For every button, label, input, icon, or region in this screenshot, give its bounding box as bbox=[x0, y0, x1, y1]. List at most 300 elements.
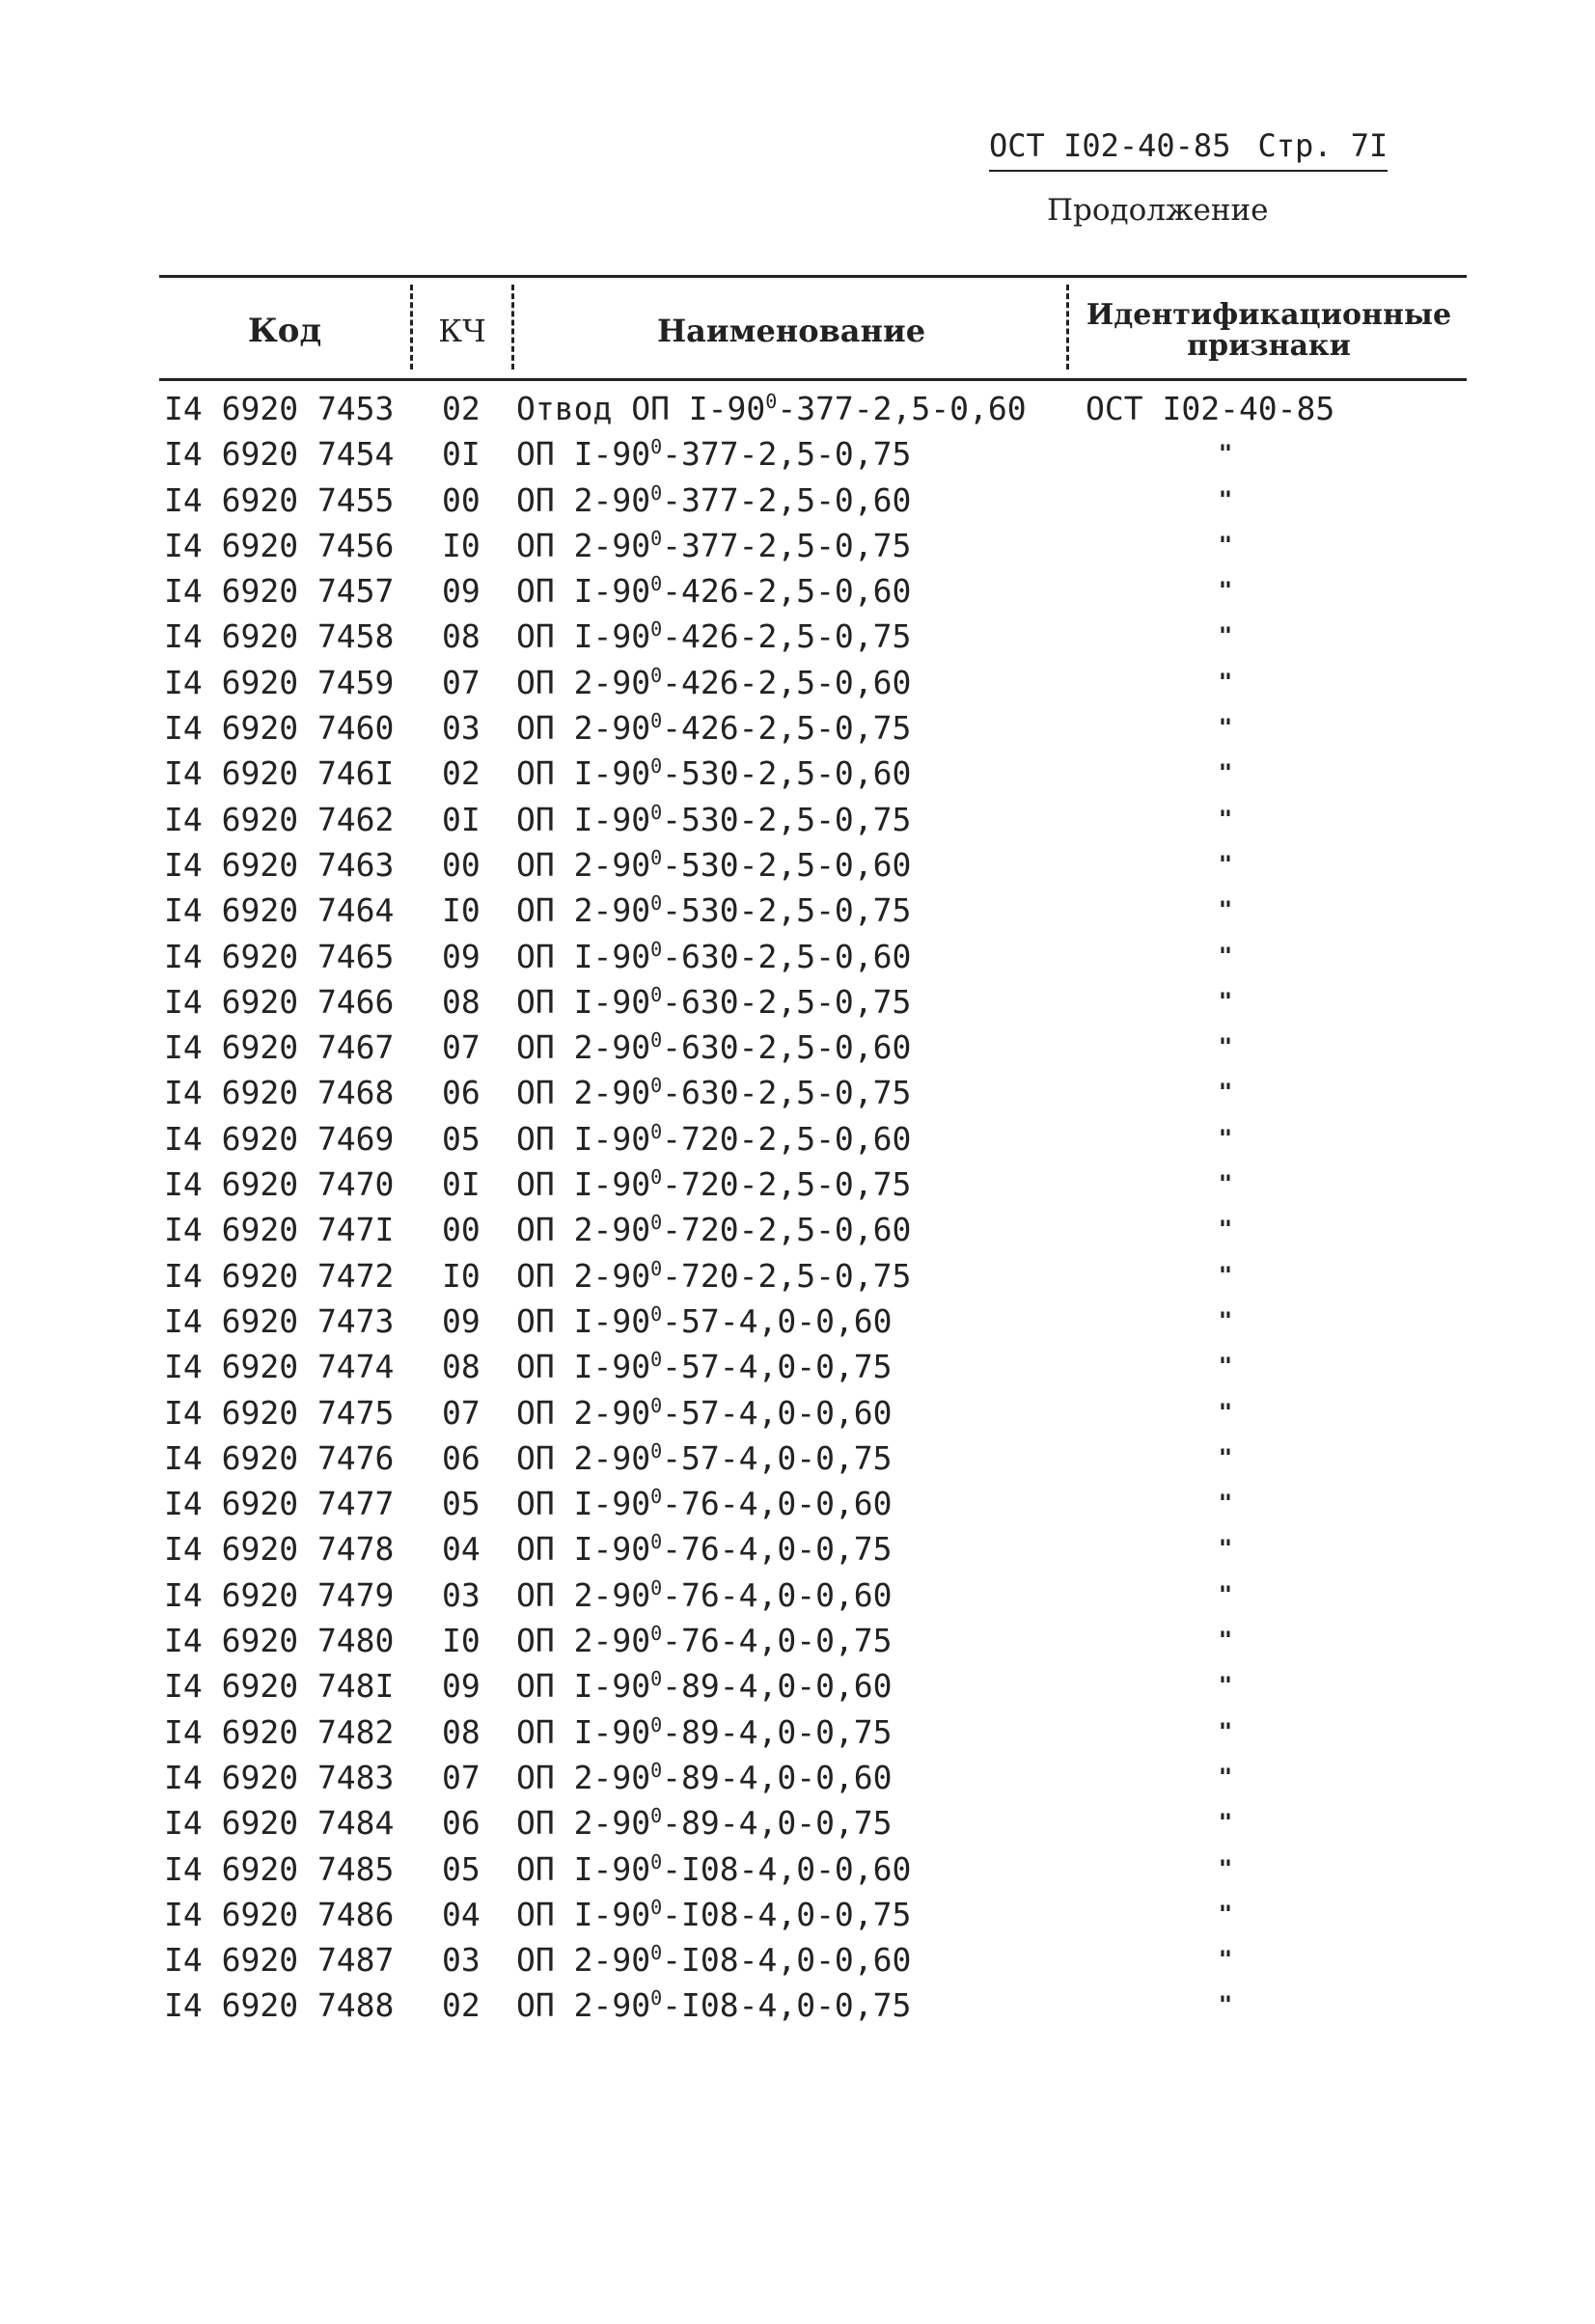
row-name-suffix: -377-2,5-0,60 bbox=[662, 480, 912, 519]
row-name bbox=[516, 1116, 911, 1162]
row-kc: 08 bbox=[442, 1712, 481, 1751]
row-name-suffix: -57-4,0-0,60 bbox=[662, 1301, 893, 1340]
row-name bbox=[516, 1755, 893, 1800]
table-row bbox=[164, 1435, 1457, 1481]
row-name bbox=[516, 1253, 911, 1299]
row-kc: 08 bbox=[442, 1348, 481, 1386]
row-kc: 05 bbox=[442, 1849, 481, 1888]
row-name-suffix: -I08-4,0-0,75 bbox=[662, 1895, 912, 1933]
row-code: I4 6920 7468 bbox=[164, 1074, 395, 1112]
table-row bbox=[164, 979, 1457, 1025]
row-ident: " bbox=[1218, 1261, 1233, 1289]
row-ident: " bbox=[1218, 440, 1233, 468]
table-row bbox=[164, 705, 1457, 751]
column-header-name bbox=[516, 289, 1066, 371]
row-name bbox=[516, 1344, 893, 1389]
row-name-degree: 0 bbox=[650, 617, 663, 642]
row-kc: 07 bbox=[442, 1393, 481, 1432]
row-code: I4 6920 746I bbox=[164, 754, 395, 793]
row-code: I4 6920 7474 bbox=[164, 1348, 395, 1386]
row-ident: " bbox=[1218, 805, 1233, 833]
row-code: I4 6920 7484 bbox=[164, 1804, 395, 1843]
row-name-suffix: -530-2,5-0,75 bbox=[662, 891, 912, 930]
row-name-suffix: -630-2,5-0,75 bbox=[662, 982, 912, 1021]
row-name-degree: 0 bbox=[650, 1804, 663, 1828]
table-row bbox=[164, 1207, 1457, 1252]
row-name-suffix: -426-2,5-0,60 bbox=[662, 572, 912, 611]
column-header-code-label: Код bbox=[247, 311, 322, 350]
row-kc: 05 bbox=[442, 1485, 481, 1523]
row-ident: " bbox=[1218, 1170, 1233, 1198]
row-name-suffix: -630-2,5-0,60 bbox=[662, 937, 912, 975]
row-ident: " bbox=[1218, 1535, 1233, 1563]
row-ident: " bbox=[1218, 1627, 1233, 1654]
row-kc: 07 bbox=[442, 1028, 481, 1067]
row-ident: " bbox=[1218, 942, 1233, 970]
row-code: I4 6920 7487 bbox=[164, 1941, 395, 1980]
column-header-kc-label: КЧ bbox=[438, 312, 486, 349]
row-name-prefix: ОП I-90 bbox=[516, 1712, 651, 1751]
row-name-degree: 0 bbox=[650, 435, 663, 459]
table-row bbox=[164, 523, 1457, 568]
row-ident: " bbox=[1218, 1033, 1233, 1061]
row-name-degree: 0 bbox=[650, 1301, 663, 1326]
row-kc: 02 bbox=[442, 390, 481, 427]
table-row bbox=[164, 842, 1457, 888]
row-name bbox=[516, 1481, 893, 1526]
row-name bbox=[516, 1435, 893, 1481]
row-ident: " bbox=[1218, 1946, 1233, 1974]
table-row bbox=[164, 1572, 1457, 1618]
row-name-degree: 0 bbox=[650, 1622, 663, 1646]
row-kc: 00 bbox=[442, 480, 481, 519]
row-name bbox=[516, 614, 911, 659]
row-code: I4 6920 7483 bbox=[164, 1758, 395, 1796]
table-row bbox=[164, 1755, 1457, 1800]
row-code: I4 6920 7457 bbox=[164, 572, 395, 611]
row-name-prefix: ОП 2-90 bbox=[516, 1256, 651, 1295]
row-name-prefix: ОП 2-90 bbox=[516, 1986, 651, 2025]
row-ident: " bbox=[1218, 1672, 1233, 1700]
row-kc: I0 bbox=[442, 1622, 481, 1660]
row-name bbox=[516, 705, 911, 751]
row-name bbox=[516, 1390, 893, 1435]
row-name-prefix: ОП I-90 bbox=[516, 435, 651, 474]
table-row bbox=[164, 1025, 1457, 1070]
row-kc: 00 bbox=[442, 1211, 481, 1249]
row-code: I4 6920 7456 bbox=[164, 526, 395, 564]
row-code: I4 6920 7482 bbox=[164, 1712, 395, 1751]
row-name-suffix: -377-2,5-0,60 bbox=[777, 390, 1027, 427]
row-name bbox=[516, 523, 911, 568]
table-row bbox=[164, 797, 1457, 842]
row-kc: 08 bbox=[442, 617, 481, 656]
row-name-suffix: -89-4,0-0,60 bbox=[662, 1758, 893, 1796]
row-name-prefix: ОП I-90 bbox=[516, 1895, 651, 1933]
row-name-prefix: ОП I-90 bbox=[516, 1165, 651, 1204]
table-row bbox=[164, 1116, 1457, 1162]
row-name-suffix: -530-2,5-0,60 bbox=[662, 845, 912, 884]
row-name bbox=[516, 386, 1027, 431]
row-name-prefix: ОП 2-90 bbox=[516, 1028, 651, 1067]
row-name-prefix: ОП 2-90 bbox=[516, 1804, 651, 1843]
row-ident: " bbox=[1218, 1306, 1233, 1334]
row-name-prefix: ОП I-90 bbox=[516, 1119, 651, 1158]
row-kc: 08 bbox=[442, 982, 481, 1021]
row-ident: " bbox=[1218, 1580, 1233, 1608]
row-ident: " bbox=[1218, 485, 1233, 513]
row-name-degree: 0 bbox=[650, 1211, 663, 1235]
row-name bbox=[516, 1800, 893, 1846]
row-ident: ОСТ I02-40-85 bbox=[1086, 390, 1335, 427]
row-code: I4 6920 7465 bbox=[164, 937, 395, 975]
row-name-degree: 0 bbox=[650, 1895, 663, 1919]
row-name-prefix: ОП 2-90 bbox=[516, 1393, 651, 1432]
row-name-prefix: ОП I-90 bbox=[516, 1485, 651, 1523]
row-name-suffix: -76-4,0-0,60 bbox=[662, 1485, 893, 1523]
row-name bbox=[516, 1070, 911, 1115]
row-kc: 06 bbox=[442, 1438, 481, 1477]
row-code: I4 6920 7486 bbox=[164, 1895, 395, 1933]
row-name-suffix: -720-2,5-0,75 bbox=[662, 1165, 912, 1204]
row-code: I4 6920 7454 bbox=[164, 435, 395, 474]
row-code: I4 6920 7478 bbox=[164, 1530, 395, 1569]
row-name bbox=[516, 1025, 911, 1070]
row-name-prefix: ОП I-90 bbox=[516, 572, 651, 611]
row-kc: 06 bbox=[442, 1804, 481, 1843]
row-name-prefix: ОП 2-90 bbox=[516, 526, 651, 564]
column-divider bbox=[511, 285, 514, 369]
column-header-code bbox=[159, 289, 410, 371]
table-row bbox=[164, 1390, 1457, 1435]
row-name-prefix: Отвод ОП I-90 bbox=[516, 390, 766, 427]
row-name-suffix: -530-2,5-0,60 bbox=[662, 754, 912, 793]
row-name-suffix: -530-2,5-0,75 bbox=[662, 800, 912, 838]
row-name-suffix: -377-2,5-0,75 bbox=[662, 526, 912, 564]
row-name bbox=[516, 1618, 893, 1663]
row-name-suffix: -630-2,5-0,60 bbox=[662, 1028, 912, 1067]
row-ident: " bbox=[1218, 987, 1233, 1015]
row-name-suffix: -76-4,0-0,75 bbox=[662, 1622, 893, 1660]
table-row bbox=[164, 751, 1457, 796]
table-row bbox=[164, 1618, 1457, 1663]
row-kc: 09 bbox=[442, 1301, 481, 1340]
table-row bbox=[164, 1800, 1457, 1846]
row-name-degree: 0 bbox=[650, 1256, 663, 1280]
column-header-kc bbox=[415, 289, 509, 371]
row-name-prefix: ОП 2-90 bbox=[516, 1758, 651, 1796]
row-name bbox=[516, 660, 911, 705]
row-name-prefix: ОП 2-90 bbox=[516, 1438, 651, 1477]
row-ident: " bbox=[1218, 1398, 1233, 1426]
row-code: I4 6920 7480 bbox=[164, 1622, 395, 1660]
row-ident: " bbox=[1218, 1079, 1233, 1107]
row-ident: " bbox=[1218, 1717, 1233, 1745]
column-header-ident bbox=[1071, 289, 1467, 371]
row-name-suffix: -89-4,0-0,75 bbox=[662, 1712, 893, 1751]
row-ident: " bbox=[1218, 896, 1233, 924]
column-header-ident-line1: Идентификационные bbox=[1086, 297, 1452, 332]
row-code: I4 6920 7472 bbox=[164, 1256, 395, 1295]
row-code: I4 6920 7464 bbox=[164, 891, 395, 930]
row-name-suffix: -720-2,5-0,60 bbox=[662, 1119, 912, 1158]
table-header-rule bbox=[159, 378, 1467, 381]
table-row bbox=[164, 1982, 1457, 2028]
table-row bbox=[164, 1481, 1457, 1526]
table-top-rule bbox=[159, 275, 1467, 278]
row-ident: " bbox=[1218, 850, 1233, 878]
row-name-prefix: ОП I-90 bbox=[516, 982, 651, 1021]
row-ident: " bbox=[1218, 577, 1233, 605]
row-kc: 00 bbox=[442, 845, 481, 884]
row-name bbox=[516, 1663, 893, 1709]
row-name-degree: 0 bbox=[650, 1165, 663, 1189]
row-name-degree: 0 bbox=[650, 1667, 663, 1691]
row-name-degree: 0 bbox=[650, 891, 663, 916]
continuation-label: Продолжение bbox=[1047, 193, 1269, 228]
row-ident: " bbox=[1218, 531, 1233, 559]
row-name-degree: 0 bbox=[650, 1758, 663, 1782]
row-name-prefix: ОП 2-90 bbox=[516, 1211, 651, 1249]
row-name-suffix: -76-4,0-0,60 bbox=[662, 1575, 893, 1614]
row-ident: " bbox=[1218, 1991, 1233, 2019]
row-name bbox=[516, 1982, 911, 2028]
row-name-prefix: ОП 2-90 bbox=[516, 891, 651, 930]
table-row bbox=[164, 614, 1457, 659]
row-name-suffix: -426-2,5-0,60 bbox=[662, 663, 912, 701]
row-name-degree: 0 bbox=[650, 800, 663, 824]
row-name-suffix: -89-4,0-0,60 bbox=[662, 1667, 893, 1706]
row-name-prefix: ОП 2-90 bbox=[516, 480, 651, 519]
column-divider bbox=[410, 285, 413, 369]
row-name-degree: 0 bbox=[650, 663, 663, 687]
row-name-prefix: ОП 2-90 bbox=[516, 709, 651, 748]
row-name-prefix: ОП I-90 bbox=[516, 1667, 651, 1706]
row-code: I4 6920 7467 bbox=[164, 1028, 395, 1067]
row-name-prefix: ОП I-90 bbox=[516, 1530, 651, 1569]
row-code: I4 6920 7462 bbox=[164, 800, 395, 838]
row-kc: I0 bbox=[442, 526, 481, 564]
row-name bbox=[516, 1299, 893, 1344]
row-code: I4 6920 748I bbox=[164, 1667, 395, 1706]
row-name bbox=[516, 979, 911, 1025]
row-ident: " bbox=[1218, 1490, 1233, 1517]
row-kc: 03 bbox=[442, 1575, 481, 1614]
row-code: I4 6920 7479 bbox=[164, 1575, 395, 1614]
table-row bbox=[164, 1892, 1457, 1937]
row-code: I4 6920 7459 bbox=[164, 663, 395, 701]
row-ident: " bbox=[1218, 1900, 1233, 1928]
row-kc: 02 bbox=[442, 1986, 481, 2025]
row-name-degree: 0 bbox=[650, 709, 663, 733]
row-kc: 05 bbox=[442, 1119, 481, 1158]
row-kc: 09 bbox=[442, 937, 481, 975]
row-name bbox=[516, 1162, 911, 1207]
row-name-suffix: -I08-4,0-0,75 bbox=[662, 1986, 912, 2025]
row-name-degree: 0 bbox=[650, 1575, 663, 1599]
row-ident: " bbox=[1218, 1124, 1233, 1152]
row-name bbox=[516, 568, 911, 614]
table-row bbox=[164, 431, 1457, 477]
row-ident: " bbox=[1218, 668, 1233, 696]
row-name-degree: 0 bbox=[650, 1485, 663, 1509]
row-name-prefix: ОП 2-90 bbox=[516, 1575, 651, 1614]
row-name bbox=[516, 1526, 893, 1572]
table-row bbox=[164, 1663, 1457, 1709]
row-code: I4 6920 7458 bbox=[164, 617, 395, 656]
row-name-prefix: ОП I-90 bbox=[516, 1301, 651, 1340]
row-name-degree: 0 bbox=[650, 1393, 663, 1417]
row-name-degree: 0 bbox=[650, 982, 663, 1006]
row-name-prefix: ОП 2-90 bbox=[516, 1074, 651, 1112]
row-name-degree: 0 bbox=[650, 1348, 663, 1372]
row-name bbox=[516, 1892, 911, 1937]
row-name-degree: 0 bbox=[650, 480, 663, 505]
row-name-degree: 0 bbox=[650, 1028, 663, 1053]
row-name bbox=[516, 842, 911, 888]
row-code: I4 6920 747I bbox=[164, 1211, 395, 1249]
row-kc: I0 bbox=[442, 891, 481, 930]
row-name bbox=[516, 1572, 893, 1618]
row-code: I4 6920 7476 bbox=[164, 1438, 395, 1477]
row-code: I4 6920 7453 bbox=[164, 390, 395, 427]
row-name-suffix: -57-4,0-0,75 bbox=[662, 1348, 893, 1386]
row-name-prefix: ОП 2-90 bbox=[516, 1941, 651, 1980]
table-row bbox=[164, 888, 1457, 933]
row-name-degree: 0 bbox=[650, 1074, 663, 1098]
row-kc: 06 bbox=[442, 1074, 481, 1112]
row-name bbox=[516, 1846, 911, 1892]
table-row bbox=[164, 934, 1457, 979]
row-name-prefix: ОП 2-90 bbox=[516, 1622, 651, 1660]
row-ident: " bbox=[1218, 1216, 1233, 1244]
table-row bbox=[164, 1162, 1457, 1207]
row-name-prefix: ОП I-90 bbox=[516, 617, 651, 656]
row-name-suffix: -630-2,5-0,75 bbox=[662, 1074, 912, 1112]
row-name bbox=[516, 888, 911, 933]
row-name bbox=[516, 478, 911, 523]
row-name-degree: 0 bbox=[650, 1438, 663, 1463]
row-code: I4 6920 7488 bbox=[164, 1986, 395, 2025]
row-kc: I0 bbox=[442, 1256, 481, 1295]
row-name bbox=[516, 1709, 893, 1755]
row-code: I4 6920 7475 bbox=[164, 1393, 395, 1432]
row-name-suffix: -89-4,0-0,75 bbox=[662, 1804, 893, 1843]
row-code: I4 6920 7473 bbox=[164, 1301, 395, 1340]
row-name-suffix: -377-2,5-0,75 bbox=[662, 435, 912, 474]
row-kc: 0I bbox=[442, 1165, 481, 1204]
row-code: I4 6920 7460 bbox=[164, 709, 395, 748]
row-name-degree: 0 bbox=[650, 754, 663, 779]
row-ident: " bbox=[1218, 1353, 1233, 1381]
row-kc: 04 bbox=[442, 1530, 481, 1569]
row-name-suffix: -57-4,0-0,60 bbox=[662, 1393, 893, 1432]
row-ident: " bbox=[1218, 1443, 1233, 1471]
table-row bbox=[164, 1299, 1457, 1344]
table-row bbox=[164, 568, 1457, 614]
row-name-prefix: ОП 2-90 bbox=[516, 845, 651, 884]
table-row bbox=[164, 478, 1457, 523]
document-reference bbox=[989, 127, 1388, 172]
row-name-degree: 0 bbox=[650, 845, 663, 869]
row-code: I4 6920 7466 bbox=[164, 982, 395, 1021]
column-header-name-label: Наименование bbox=[656, 312, 926, 349]
row-kc: 0I bbox=[442, 800, 481, 838]
column-header-ident-line2: признаки bbox=[1187, 328, 1351, 363]
row-ident: " bbox=[1218, 759, 1233, 787]
row-name bbox=[516, 431, 911, 477]
table-row bbox=[164, 1937, 1457, 1982]
row-name-suffix: -I08-4,0-0,60 bbox=[662, 1941, 912, 1980]
table-row bbox=[164, 1253, 1457, 1299]
row-kc: 07 bbox=[442, 1758, 481, 1796]
table-body bbox=[164, 386, 1457, 2029]
row-kc: 04 bbox=[442, 1895, 481, 1933]
row-name bbox=[516, 1937, 911, 1982]
table-row bbox=[164, 1344, 1457, 1389]
row-name-degree: 0 bbox=[650, 1712, 663, 1736]
column-divider bbox=[1066, 285, 1069, 369]
row-name-degree: 0 bbox=[650, 1530, 663, 1554]
row-name-prefix: ОП I-90 bbox=[516, 754, 651, 793]
row-kc: 07 bbox=[442, 663, 481, 701]
table-row bbox=[164, 660, 1457, 705]
row-name-suffix: -720-2,5-0,60 bbox=[662, 1211, 912, 1249]
row-name-prefix: ОП I-90 bbox=[516, 1849, 651, 1888]
row-kc: 0I bbox=[442, 435, 481, 474]
row-name-degree: 0 bbox=[650, 1849, 663, 1873]
table-row bbox=[164, 1070, 1457, 1115]
row-kc: 02 bbox=[442, 754, 481, 793]
table-row bbox=[164, 1526, 1457, 1572]
row-code: I4 6920 7470 bbox=[164, 1165, 395, 1204]
row-name-degree: 0 bbox=[765, 390, 778, 413]
row-code: I4 6920 7463 bbox=[164, 845, 395, 884]
table-row bbox=[164, 1846, 1457, 1892]
row-name bbox=[516, 934, 911, 979]
row-name bbox=[516, 751, 911, 796]
row-name-degree: 0 bbox=[650, 572, 663, 596]
row-name-degree: 0 bbox=[650, 1119, 663, 1143]
row-name-degree: 0 bbox=[650, 1941, 663, 1965]
row-name-prefix: ОП 2-90 bbox=[516, 663, 651, 701]
row-kc: 09 bbox=[442, 572, 481, 611]
row-ident: " bbox=[1218, 622, 1233, 650]
row-code: I4 6920 7469 bbox=[164, 1119, 395, 1158]
row-name-prefix: ОП I-90 bbox=[516, 1348, 651, 1386]
row-ident: " bbox=[1218, 1763, 1233, 1791]
table-row bbox=[164, 1709, 1457, 1755]
row-name-degree: 0 bbox=[650, 1986, 663, 2010]
row-ident: " bbox=[1218, 714, 1233, 742]
row-kc: 09 bbox=[442, 1667, 481, 1706]
row-name-prefix: ОП I-90 bbox=[516, 800, 651, 838]
row-kc: 03 bbox=[442, 709, 481, 748]
row-name-suffix: -76-4,0-0,75 bbox=[662, 1530, 893, 1569]
row-ident: " bbox=[1218, 1809, 1233, 1837]
row-code: I4 6920 7477 bbox=[164, 1485, 395, 1523]
row-code: I4 6920 7455 bbox=[164, 480, 395, 519]
page-number: Стр. 7I bbox=[1257, 127, 1389, 164]
standard-number: ОСТ I02-40-85 bbox=[989, 127, 1231, 164]
row-ident: " bbox=[1218, 1854, 1233, 1882]
row-name-suffix: -57-4,0-0,75 bbox=[662, 1438, 893, 1477]
row-kc: 03 bbox=[442, 1941, 481, 1980]
row-code: I4 6920 7485 bbox=[164, 1849, 395, 1888]
row-name-degree: 0 bbox=[650, 526, 663, 550]
row-name-suffix: -I08-4,0-0,60 bbox=[662, 1849, 912, 1888]
row-name-degree: 0 bbox=[650, 937, 663, 961]
